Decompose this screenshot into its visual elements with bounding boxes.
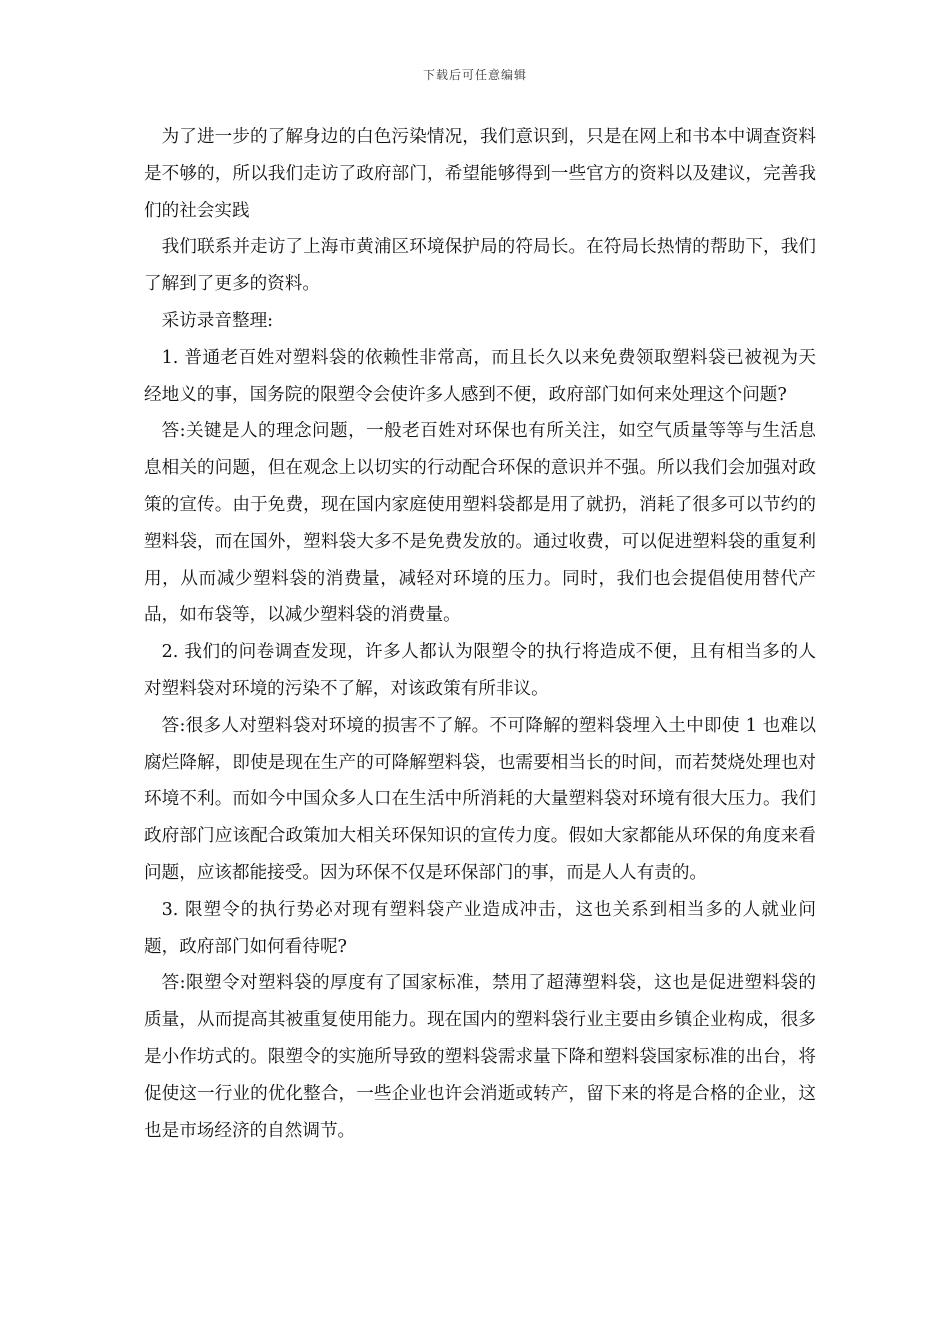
paragraph-answer-3: 答:限塑令对塑料袋的厚度有了国家标准，禁用了超薄塑料袋，这也是促进塑料袋的质量，从而提高其被重复使用能力。现在国内的塑料袋行业主要由乡镇企业构成，很多是小作坊式的。限塑令的实施所导致的塑料袋需求量下降和塑料袋国家标准的出台，将促使这一行业的优化整合，一些企业也许会消逝或转产，留下来的将是合格的企业，这也是市场经济的自然调节。 bbox=[144, 973, 816, 1141]
paragraph-question-2: 2. 我们的问卷调查发现，许多人都认为限塑令的执行将造成不便，且有相当多的人对塑料袋对环境的污染不了解，对该政策有所非议。 bbox=[144, 642, 816, 699]
paragraph-transcript-heading: 采访录音整理: bbox=[161, 310, 274, 331]
paragraph-visit: 我们联系并走访了上海市黄浦区环境保护局的符局长。在符局长热情的帮助下，我们了解到了更多的资料。 bbox=[144, 237, 816, 295]
paragraph-answer-2: 答:很多人对塑料袋对环境的损害不了解。不可降解的塑料袋埋入土中即使 1 也难以腐烂降解，即使是现在生产的可降解塑料袋，也需要相当长的时间，而若焚烧处理也对环境不利。而如今中国众多人口在生活中所消耗的大量塑料袋对环境有很大压力。我们政府部门应该配合政策加大相关环保知识的宣传力度。假如大家都能从环保的角度来看问题，应该都能接受。因为环保不仅是环保部门的事，而是人人有责的。 bbox=[144, 715, 816, 883]
header-note: 下载后可任意编辑 bbox=[422, 68, 527, 82]
document-body bbox=[144, 119, 816, 1149]
paragraph-intro: 为了进一步的了解身边的白色污染情况，我们意识到，只是在网上和书本中调查资料是不够的，所以我们走访了政府部门，希望能够得到一些官方的资料以及建议，完善我们的社会实践 bbox=[144, 127, 816, 221]
paragraph-question-3: 3. 限塑令的执行势必对现有塑料袋产业造成冲击，这也关系到相当多的人就业问题，政府部门如何看待呢? bbox=[144, 899, 816, 957]
paragraph-answer-1: 答:关键是人的理念问题，一般老百姓对环保也有所关注，如空气质量等等与生活息息相关的问题，但在观念上以切实的行动配合环保的意识并不强。所以我们会加强对政策的宣传。由于免费，现在国内家庭使用塑料袋都是用了就扔，消耗了很多可以节约的塑料袋，而在国外，塑料袋大多不是免费发放的。通过收费，可以促进塑料袋的重复利用，从而减少塑料袋的消费量，减轻对环境的压力。同时，我们也会提倡使用替代产品，如布袋等，以减少塑料袋的消费量。 bbox=[144, 421, 816, 626]
paragraph-question-1: 1. 普通老百姓对塑料袋的依赖性非常高，而且长久以来免费领取塑料袋已被视为天经地义的事，国务院的限塑令会使许多人感到不便，政府部门如何来处理这个问题? bbox=[144, 347, 816, 405]
